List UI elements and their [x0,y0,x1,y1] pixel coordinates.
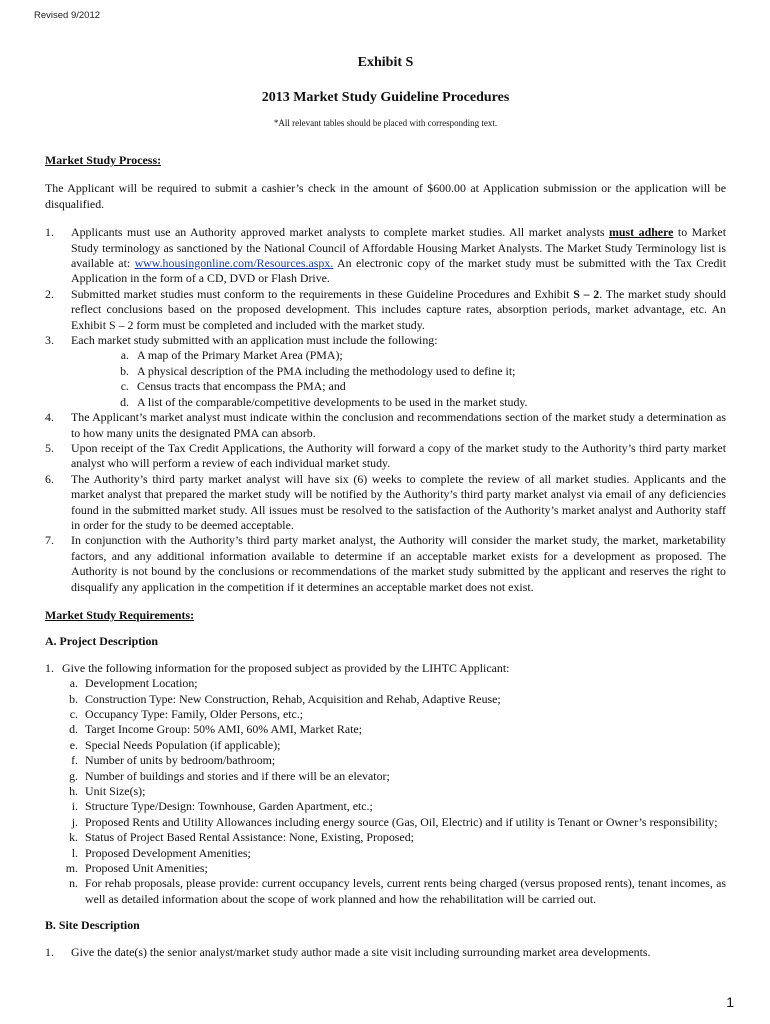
process-item-1 [45,225,726,287]
list-marker: 3. [45,333,54,348]
list-marker: 7. [45,533,54,548]
list-item: l. Proposed Development Amenities; [71,845,251,860]
fee-paragraph: The Applicant will be required to submit a cashier’s check in the amount of $600.00 at Application submission or the application will be disqualified. [45,181,726,211]
exhibit-title: Exhibit S [357,55,414,70]
page-number: 1 [726,994,734,1010]
list-item: k. Status of Project Based Rental Assistance: None, Existing, Proposed; [69,830,414,845]
list-item: n. For rehab proposals, please provide: current occupancy levels, current rents being charged (versus proposed rents), tenant incomes, as well as detailed information about the scope of work planned and how the rehabilitation will be carried out. [69,876,726,906]
project-info-list [45,676,726,907]
list-item: h. Unit Size(s); [69,784,146,799]
process-list [45,225,726,595]
process-item-4: 4. The Applicant’s market analyst must indicate within the conclusion and recommendations section of the market study a determination as to how many units the designated PMA can absorb. [45,410,726,440]
list-marker: 6. [45,471,54,486]
list-item: f. Number of units by bedroom/bathroom; [71,753,276,768]
list-item: d. A list of the comparable/competitive developments to be used in the market study. [120,394,528,409]
list-item: a. A map of the Primary Market Area (PMA); [120,348,343,363]
exhibit-s2-bold: S – 2 [573,286,600,301]
pma-requirements-list [71,348,726,410]
revision-date: Revised 9/2012 [34,10,101,21]
list-marker: 1. [45,225,54,240]
list-item: g. Number of buildings and stories and if there will be an elevator; [69,768,390,783]
process-item-5: 5. Upon receipt of the Tax Credit Applications, the Authority will forward a copy of the market study to the Authority’s third party market analyst who will perform a review of each individual market study. [45,440,726,471]
list-item: e. Special Needs Population (if applicable); [69,737,281,752]
site-description-heading: B. Site Description [45,918,140,933]
process-item-6: 6. The Authority’s third party market analyst will have six (6) weeks to complete the review of all market studies. Applicants and the market analyst that prepared the market study will be notified by the Authority’s third party market analyst via email of any deficiencies found in the submitted market study. All issues must be resolved to the satisfaction of the Authority’s market analyst and Authority staff in order for the study to be deemed acceptable. [45,471,726,532]
process-item-2-text-b: . The market study should reflect conclusions based on the proposed development. This includes capture rates, absorption periods, market advantage, etc. An Exhibit S – 2 form must be completed and included with the market study. [71,286,726,332]
process-item-1-text-a: Applicants must use an Authority approved market analysts to complete market studies. All market analysts [71,225,610,240]
process-item-3 [45,333,726,410]
list-item: j. Proposed Rents and Utility Allowances including energy source (Gas, Oil, Electric) and if utility is Tenant or Owner’s responsibility; [71,814,718,829]
market-study-requirements-heading: Market Study Requirements: [45,607,195,622]
market-study-process-heading: Market Study Process: [45,153,162,167]
resources-link[interactable]: www.housingonline.com/Resources.aspx. [134,256,334,271]
process-item-1-text-b: to Market Study terminology as sanctioned by the National Council of Affordable Housing Market Analysts. The Market Study Terminology list is available at: [71,225,727,271]
process-item-1-text-c: An electronic copy of the market study must be submitted with the Tax Credit Application in the form of a CD, DVD or Flash Drive. [71,256,726,286]
site-description-item-1: 1. Give the date(s) the senior analyst/market study author made a site visit including surrounding market area developments. [45,944,651,959]
list-item: i. Structure Type/Design: Townhouse, Garden Apartment, etc.; [71,799,373,814]
list-item: c. Census tracts that encompass the PMA; and [120,379,346,394]
document-subtitle: 2013 Market Study Guideline Procedures [261,90,510,105]
list-item: m. Proposed Unit Amenities; [65,861,208,876]
project-description-heading: A. Project Description [45,634,159,649]
process-item-2 [45,287,726,333]
tables-note: *All relevant tables should be placed with corresponding text. [273,118,498,128]
process-item-3-text: Each market study submitted with an application must include the following: [71,333,438,348]
must-adhere-emphasis: must adhere [609,225,674,240]
list-item: d. Target Income Group: 50% AMI, 60% AMI, Market Rate; [69,722,362,737]
list-marker: 4. [45,410,54,425]
list-item: a. Development Location; [69,676,198,691]
list-item: b. A physical description of the PMA including the methodology used to define it; [120,363,516,378]
process-item-2-text-a: Submitted market studies must conform to the requirements in these Guideline Procedures and Exhibit [71,286,574,301]
list-marker: 1. [45,660,54,675]
document-body [45,54,726,960]
list-marker: 2. [45,286,54,301]
list-marker: 1. [45,944,54,959]
list-item: b. Construction Type: New Construction, Rehab, Acquisition and Rehab, Adaptive Reuse; [69,691,501,706]
project-description-item-1: 1. Give the following information for the proposed subject as provided by the LIHTC Applicant: [45,660,510,675]
process-item-7: 7. In conjunction with the Authority’s third party market analyst, the Authority will consider the market study, the market, marketability factors, and any additional information available to determine if an acceptable market exists for a development as proposed. The Authority is not bound by the conclusions or recommendations of the market study submitted by the applicant and reserves the right to disqualify any application in the competition if it determines an acceptable market does not exist. [45,533,726,594]
list-marker: 5. [45,440,54,455]
list-item: c. Occupancy Type: Family, Older Persons, etc.; [69,707,304,721]
